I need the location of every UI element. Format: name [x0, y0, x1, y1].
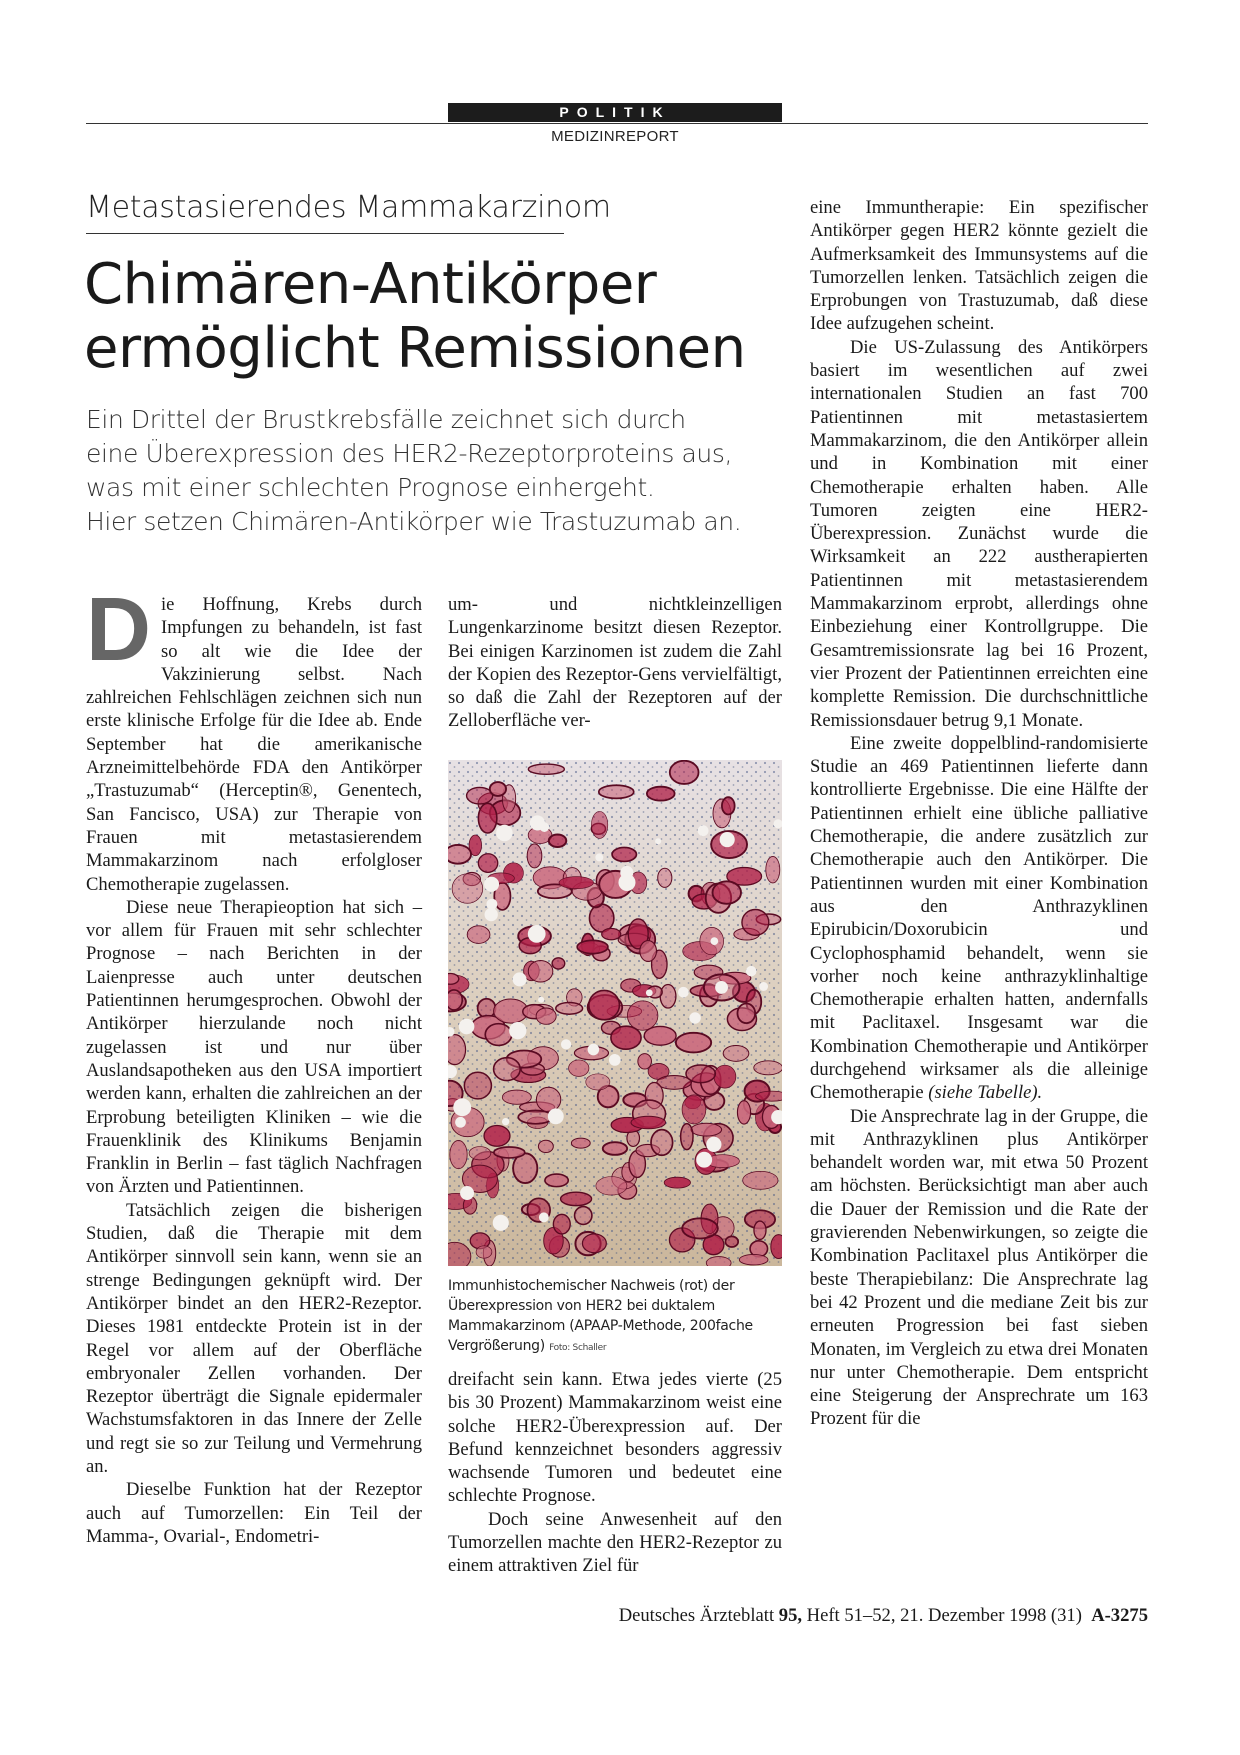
stained-cell	[756, 1091, 782, 1101]
stained-cell	[448, 845, 471, 864]
paragraph: um- und nichtkleinzelligen Lungenkarzinome besitzt diesen Rezeptor. Bei einigen Karzinomen ist zudem die Zahl der Kopien des Rezeptor-Gens vervielfältigt, so daß die Zahl der Rezeptoren auf der Zelloberfläche ver-	[448, 594, 782, 732]
stained-cell	[722, 797, 735, 814]
photo-caption	[448, 1276, 782, 1358]
vacuole	[609, 1054, 621, 1066]
section-label: POLITIK	[448, 103, 782, 122]
stained-cell	[494, 1058, 521, 1081]
stained-cell	[485, 1024, 512, 1046]
stained-cell	[545, 1174, 568, 1187]
vacuole	[715, 981, 728, 994]
vacuole	[595, 853, 603, 861]
page-footer	[619, 1605, 1148, 1627]
vacuole	[588, 1044, 600, 1056]
stained-cell	[676, 1033, 711, 1053]
stained-cell	[754, 1061, 782, 1075]
stained-cell	[723, 1045, 749, 1061]
vacuole	[460, 1186, 474, 1200]
article-deck	[86, 403, 786, 539]
stained-cell	[664, 1177, 690, 1188]
stained-cell	[478, 803, 496, 833]
page-number: A-3275	[1091, 1605, 1148, 1626]
stained-cell	[682, 1095, 706, 1124]
stained-cell	[528, 764, 564, 774]
vacuole	[706, 1137, 721, 1152]
vacuole	[502, 1118, 509, 1125]
stained-cell	[599, 785, 634, 798]
stained-cell	[660, 984, 676, 1008]
stained-cell	[478, 854, 497, 873]
vacuole	[539, 1212, 549, 1222]
stained-cell	[538, 1140, 553, 1152]
stained-cell	[476, 1246, 492, 1258]
vacuole	[548, 1108, 564, 1124]
vacuole	[493, 1215, 509, 1231]
stained-cell	[559, 877, 593, 889]
stained-cell	[586, 1074, 610, 1090]
vacuole	[655, 838, 661, 844]
article-headline	[84, 253, 784, 381]
vacuole	[720, 832, 735, 847]
issue-info: Heft 51–52, 21. Dezember 1998 (31)	[806, 1605, 1082, 1626]
stained-cell	[713, 881, 741, 904]
vacuole	[485, 908, 498, 921]
headline-line-2: ermöglicht Remissionen	[84, 316, 746, 381]
stained-cell	[502, 1090, 531, 1104]
table-reference: (siehe Tabelle).	[928, 1082, 1043, 1104]
stained-cell	[577, 940, 608, 953]
stained-cell	[602, 928, 621, 939]
vacuole	[698, 825, 709, 836]
stained-cell	[651, 1130, 673, 1156]
stained-cell	[612, 847, 636, 861]
paragraph: Dieselbe Funktion hat der Rezeptor auch auf Tumorzellen: Ein Teil der Mamma-, Ovarial-, Endometri-	[86, 1479, 422, 1547]
stained-cell	[591, 811, 607, 838]
stained-cell	[691, 1123, 722, 1136]
stained-cell	[536, 1087, 560, 1111]
subsection-label: MEDIZINREPORT	[551, 128, 679, 145]
stained-cell	[714, 1065, 736, 1088]
vacuole	[646, 989, 653, 996]
stained-cell	[448, 973, 459, 984]
vacuole	[678, 987, 689, 998]
deck-line: Hier setzen Chimären-Antikörper wie Trastuzumab an.	[86, 507, 742, 536]
stained-cell	[469, 1147, 491, 1160]
stained-cell	[494, 1147, 525, 1158]
vacuole	[513, 972, 527, 986]
stained-cell	[627, 1001, 658, 1030]
paragraph: eine Immuntherapie: Ein spezifischer Antikörper gegen HER2 könnte gezielt die Aufmerksamkeit des Immunsystems auf die Tumorzellen lenken. Tatsächlich zeigen die Erprobungen von Trastuzumab, daß diese Idee aufzugehen scheint.	[810, 197, 1148, 335]
stained-cell	[658, 868, 672, 887]
stained-cell	[549, 835, 566, 847]
stained-cell	[771, 1235, 782, 1259]
paragraph: Die Ansprechrate lag in der Gruppe, die mit Anthrazyklinen plus Antikörper behandelt worden war, mit etwa 50 Prozent am höchsten. Berücksichtigt man aber auch die Dauer der Remission und die Rate der gravierenden Nebenwirkungen, so zeigte die Kombination Paclitaxel plus Antikörper die beste Therapiebilanz: Die Ansprechrate lag bei 42 Prozent und die mediane Zeit bis zur erneuten Progression bei fast sieben Monaten, im Vergleich zu etwa drei Monaten nur unter Chemotherapie. Dem entspricht eine Steigerung der Ansprechrate um 163 Prozent für die	[810, 1105, 1148, 1430]
stained-cell	[569, 1060, 589, 1076]
stained-cell	[670, 761, 699, 784]
stained-cell	[743, 1171, 778, 1189]
stained-cell	[638, 1054, 652, 1069]
deck-line: Ein Drittel der Brustkrebsfälle zeichnet sich durch	[86, 405, 686, 434]
vacuole	[459, 1019, 475, 1035]
deck-line: was mit einer schlechten Prognose einhergeht.	[86, 473, 655, 502]
paragraph: Tatsächlich zeigen die bisherigen Studien, daß die Therapie mit dem Antikörper sinnvoll sein kann, wenn sie an strenge Bedingungen geknüpft wird. Der Antikörper bindet an den HER2-Rezeptor. Dieses 1981 entdeckte Protein ist in der Regel vor allem auf der Oberfläche embryonaler Zellen vorhanden. Der Rezeptor überträgt die Signale epidermaler Wachstumsfaktoren in das Innere der Zelle und regt sie so zur Teilung und Vermehrung an.	[86, 1199, 422, 1477]
stained-cell	[452, 874, 483, 903]
stained-cell	[754, 1221, 766, 1239]
stained-cell	[737, 1101, 750, 1124]
stained-cell	[657, 1076, 691, 1090]
journal-name: Deutsches Ärzteblatt	[618, 1605, 775, 1626]
stained-cell	[448, 990, 462, 1010]
stained-cell	[552, 958, 565, 969]
paragraph	[810, 732, 1148, 1105]
body-column-2-bottom	[448, 1368, 782, 1578]
body-column-2-top	[448, 593, 782, 733]
headline-line-1: Chimären-Antikörper	[84, 252, 657, 317]
stained-cell	[575, 1207, 592, 1225]
stained-cell	[464, 1072, 491, 1099]
stained-cell	[528, 960, 553, 982]
caption-text: Immunhistochemischer Nachweis (rot) der Überexpression von HER2 bei duktalem Mammakarzinom (APAAP-Methode, 200fache Vergrößerung)	[448, 1278, 753, 1354]
vacuole	[453, 1098, 471, 1116]
vacuole	[538, 997, 544, 1003]
article-kicker: Metastasierendes Mammakarzinom	[86, 190, 611, 225]
vacuole	[618, 874, 635, 891]
stained-cell	[467, 926, 490, 944]
micrograph-photo	[448, 760, 782, 1266]
stained-cell	[571, 1138, 590, 1148]
body-column-1	[86, 580, 422, 1548]
stained-cell	[739, 1254, 768, 1265]
stained-cell	[484, 1125, 510, 1146]
paragraph: Diese neue Therapieoption hat sich – vor allem für Frauen mit sehr schlechter Prognose – nach Berichten in der Laienpresse auch unter deutschen Patientinnen herumgesprochen. Obwohl der Antikörper hierzulande noch nicht zugelassen ist und nur über Auslandsapotheken aus den USA importiert werden kann, erhalten die zahlreichen an der Erprobung beteiligten Kliniken – wie die Frauenklinik des Klinikums Benjamin Franklin in Berlin – fast täglich Nachfragen von Ärzten und Patientinnen.	[86, 896, 422, 1198]
stained-cell	[766, 856, 780, 883]
stained-cell	[582, 1234, 606, 1253]
vacuole	[455, 1117, 466, 1128]
paragraph	[86, 580, 422, 896]
stained-cell	[681, 1124, 693, 1150]
paragraph: dreifacht sein kann. Etwa jedes vierte (25 bis 30 Prozent) Mammakarzinom weist eine solche HER2-Überexpression auf. Der Befund kennzeichnet besonders aggressiv wachsende Tumoren und bedeutet eine schlechte Prognose.	[448, 1369, 782, 1507]
vacuole	[487, 899, 498, 910]
stained-cell	[556, 1003, 583, 1015]
stained-cell	[553, 1214, 570, 1234]
section-header-rule	[86, 123, 1148, 124]
stained-cell	[478, 999, 496, 1018]
stained-cell	[490, 782, 506, 796]
vacuole	[746, 966, 757, 977]
stained-cell	[737, 1003, 755, 1023]
drop-cap: D	[86, 580, 151, 680]
stained-cell	[561, 1192, 592, 1205]
vacuole	[509, 1022, 526, 1039]
stained-cell	[742, 909, 769, 935]
stained-cell	[448, 1035, 466, 1065]
photo-credit: Foto: Schaller	[549, 1343, 607, 1353]
stained-cell	[603, 1142, 627, 1155]
paragraph-text: ie Hoffnung, Krebs durch Impfungen zu behandeln, ist fast so alt wie die Idee der Vakzinierung selbst. Nach zahlreichen Fehlschlägen zeichnen sich nun erste klinische Erfolge für die Idee ab. Ende September hat die amerikanische Arzneimittelbehörde FDA den Antikörper „Trastuzumab“ (Herceptin®, Genentech, San Fancisco, USA) zur Therapie von Frauen mit metastasierendem Mammakarzinom nach erfolgloser Chemotherapie zugelassen.	[86, 594, 422, 895]
stained-cell	[589, 904, 613, 932]
paragraph: Die US-Zulassung des Antikörpers basiert im wesentlichen auf zwei internationalen Studien an fast 700 Patientinnen mit metastasiertem Mammakarzinom, die den Antikörper allein und in Kombination mit einer Chemotherapie erhalten haben. Alle Tumoren zeigten eine HER2-Überexpression. Zunächst wurde die Wirksamkeit an 222 austherapierten Patientinnen mit metastasierendem Mammakarzinom erprobt, allerdings ohne Einbeziehung einer Kontrollgruppe. Die Gesamtremissionsrate lag bei 16 Prozent, vier Prozent der Patientinnen erreichten eine komplette Remission. Die durchschnittliche Remissionsdauer betrug 9,1 Monate.	[810, 336, 1148, 731]
stained-cell	[467, 787, 493, 804]
vacuole	[484, 877, 499, 892]
stained-cell	[725, 1236, 738, 1247]
stained-cell	[518, 1111, 553, 1124]
deck-line: eine Überexpression des HER2-Rezeptorproteins aus,	[86, 439, 733, 468]
stained-cell	[527, 844, 542, 868]
vacuole	[696, 1152, 712, 1168]
stained-cell	[640, 941, 657, 962]
micrograph-image	[448, 760, 782, 1266]
stained-cell	[631, 1116, 666, 1128]
stained-cell	[589, 990, 620, 1019]
stained-cell	[596, 1177, 627, 1195]
stained-cell	[611, 1026, 641, 1049]
stained-cell	[706, 1257, 731, 1266]
vacuole	[689, 1012, 700, 1023]
vacuole	[759, 982, 768, 991]
vacuole	[540, 822, 550, 832]
stained-cell	[682, 1218, 718, 1238]
body-column-3	[810, 196, 1148, 1431]
stained-cell	[647, 787, 675, 801]
stained-cell	[450, 1140, 467, 1168]
paragraph-text: Eine zweite doppelblind-randomisierte Studie an 469 Patientinnen lieferte dann kontrollierte Ergebnisse. Die eine Hälfte der Patientinnen erhielt eine übliche palliative Chemotherapie, die andere zusätzlich zur Chemotherapie auch den Antikörper. Die Patientinnen wurden mit einer Kombination aus den Anthrazyklinen Epirubicin/Doxorubicin und Cyclophosphamid behandelt, wenn sie vorher noch keine anthrazyklinhaltige Chemotherapie erhalten hatten, andernfalls mit Paclitaxel. Insgesamt war die Kombination Chemotherapie und Antikörper durchgehend wirksamer als die alleinige Chemotherapie	[810, 732, 1148, 1104]
kicker-underline	[86, 233, 564, 234]
vacuole	[496, 825, 513, 842]
journal-volume: 95,	[778, 1605, 803, 1626]
vacuole	[561, 1039, 571, 1049]
vacuole	[710, 937, 718, 945]
paragraph: Doch seine Anwesenheit auf den Tumorzellen machte den HER2-Rezeptor zu einem attraktiven Ziel für	[448, 1508, 782, 1577]
vacuole	[528, 925, 546, 943]
stained-cell	[686, 1065, 715, 1083]
stained-cell	[536, 1008, 556, 1024]
